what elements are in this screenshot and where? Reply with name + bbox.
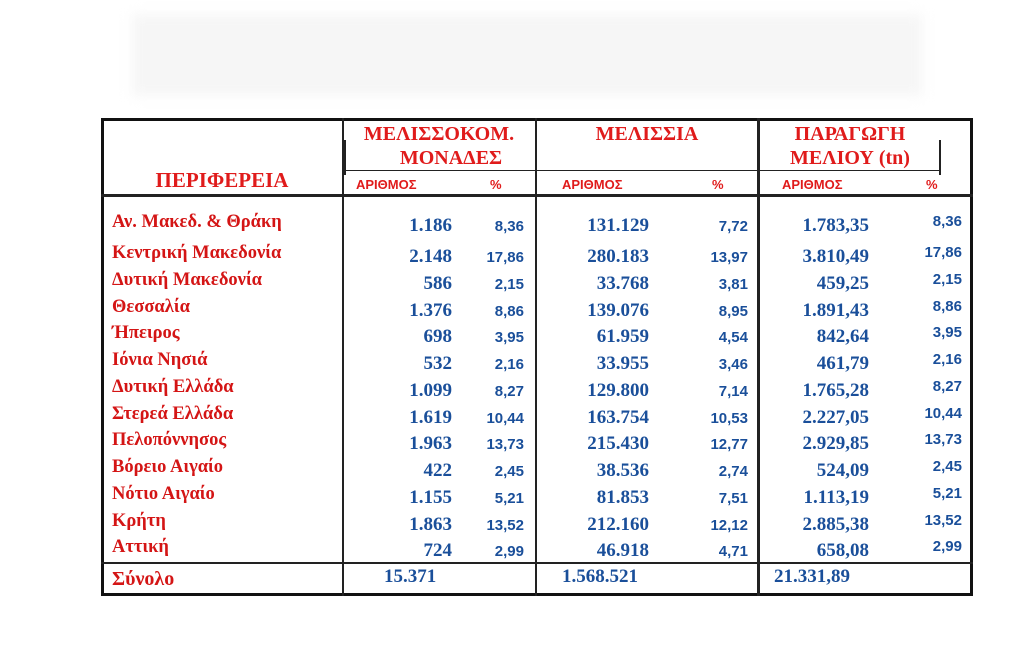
row-region: Κεντρική Μακεδονία (112, 243, 282, 263)
row-production: 1.783,35 (802, 215, 869, 236)
header-hives: ΜΕΛΙΣΣΙΑ (595, 123, 699, 145)
row-hives: 131.129 (587, 215, 649, 236)
header-region: ΠΕΡΙΦΕΡΕΙΑ (155, 168, 289, 192)
header-bottom-line (101, 194, 973, 197)
row-units-pct: 2,45 (494, 463, 524, 480)
row-units-pct: 2,99 (494, 543, 524, 560)
row-region: Δυτική Μακεδονία (112, 270, 263, 290)
row-hives: 280.183 (587, 246, 649, 267)
row-units: 1.619 (409, 407, 452, 428)
subheader-count: ΑΡΙΘΜΟΣ (562, 177, 623, 192)
row-production: 2.885,38 (802, 514, 869, 535)
row-units-pct: 2,16 (494, 356, 524, 373)
row-hives: 163.754 (587, 407, 649, 428)
row-region: Δυτική Ελλάδα (112, 377, 234, 397)
row-units: 1.155 (409, 487, 452, 508)
header-prod-line2: ΜΕΛΙΟΥ (tn) (790, 147, 910, 169)
row-production-pct: 8,86 (932, 298, 962, 315)
row-production: 2.227,05 (802, 407, 869, 428)
row-units: 532 (423, 353, 452, 374)
row-hives: 61.959 (596, 326, 649, 347)
row-production-pct: 13,73 (924, 431, 962, 448)
row-units: 1.099 (409, 380, 452, 401)
row-hives-pct: 7,51 (718, 490, 748, 507)
row-region: Θεσσαλία (112, 297, 190, 317)
row-production-pct: 2,15 (932, 271, 962, 288)
row-units: 724 (423, 540, 452, 561)
row-units-pct: 8,36 (494, 218, 524, 235)
row-hives: 215.430 (587, 433, 649, 454)
row-units-pct: 3,95 (494, 329, 524, 346)
row-units-pct: 8,86 (494, 303, 524, 320)
row-hives-pct: 8,95 (718, 303, 748, 320)
row-units: 1.376 (409, 300, 452, 321)
row-hives: 139.076 (587, 300, 649, 321)
row-production-pct: 13,52 (924, 512, 962, 529)
row-units: 586 (423, 273, 452, 294)
row-production: 524,09 (816, 460, 869, 481)
row-region: Κρήτη (112, 511, 166, 531)
row-hives-pct: 7,72 (718, 218, 748, 235)
row-units: 1.863 (409, 514, 452, 535)
row-units-pct: 2,15 (494, 276, 524, 293)
row-units-pct: 13,73 (486, 436, 524, 453)
row-production-pct: 10,44 (924, 405, 962, 422)
row-hives-pct: 7,14 (718, 383, 748, 400)
row-region: Ήπειρος (112, 323, 180, 343)
row-hives-pct: 4,54 (718, 329, 748, 346)
row-units-pct: 17,86 (486, 249, 524, 266)
row-production: 1.765,28 (802, 380, 869, 401)
row-production: 459,25 (816, 273, 869, 294)
row-production: 1.113,19 (803, 487, 869, 508)
row-hives: 129.800 (587, 380, 649, 401)
row-units: 1.186 (409, 215, 452, 236)
subheader-count: ΑΡΙΘΜΟΣ (356, 177, 417, 192)
row-region: Στερεά Ελλάδα (112, 404, 234, 424)
row-production: 1.891,43 (802, 300, 869, 321)
row-units-pct: 10,44 (486, 410, 524, 427)
column-divider (757, 118, 760, 596)
total-units: 15.371 (384, 566, 437, 587)
row-hives-pct: 2,74 (718, 463, 748, 480)
row-region: Αττική (112, 537, 169, 557)
row-region: Αν. Μακεδ. & Θράκη (112, 212, 282, 232)
row-production-pct: 2,45 (932, 458, 962, 475)
header-units-line1: ΜΕΛΙΣΣΟΚΟΜ. (363, 123, 515, 145)
subheader-percent: % (926, 177, 938, 192)
blurred-title-area (132, 14, 922, 96)
row-hives-pct: 4,71 (718, 543, 748, 560)
row-region: Νότιο Αιγαίο (112, 484, 215, 504)
total-top-line (101, 562, 973, 564)
row-hives: 81.853 (596, 487, 649, 508)
header-underline (344, 170, 940, 171)
row-production-pct: 5,21 (932, 485, 962, 502)
row-production: 658,08 (816, 540, 869, 561)
row-hives-pct: 10,53 (710, 410, 748, 427)
row-production-pct: 17,86 (924, 244, 962, 261)
row-production-pct: 2,99 (932, 538, 962, 555)
row-units: 1.963 (409, 433, 452, 454)
header-prod-line1: ΠΑΡΑΓΩΓΗ (794, 123, 906, 145)
row-production-pct: 3,95 (932, 324, 962, 341)
row-hives: 38.536 (596, 460, 649, 481)
row-production: 461,79 (816, 353, 869, 374)
row-production: 842,64 (816, 326, 869, 347)
row-region: Βόρειο Αιγαίο (112, 457, 224, 477)
total-hives: 1.568.521 (562, 566, 638, 587)
subheader-count: ΑΡΙΘΜΟΣ (782, 177, 843, 192)
column-divider (342, 118, 344, 596)
row-units: 2.148 (409, 246, 452, 267)
row-hives-pct: 3,81 (718, 276, 748, 293)
total-label: Σύνολο (112, 568, 175, 590)
row-units-pct: 13,52 (486, 517, 524, 534)
row-hives: 33.768 (596, 273, 649, 294)
row-hives-pct: 13,97 (710, 249, 748, 266)
row-region: Ιόνια Νησιά (112, 350, 208, 370)
row-units-pct: 5,21 (494, 490, 524, 507)
row-production-pct: 2,16 (932, 351, 962, 368)
row-region: Πελοπόννησος (112, 430, 227, 450)
total-production: 21.331,89 (774, 566, 850, 587)
row-production: 3.810,49 (802, 246, 869, 267)
row-units-pct: 8,27 (494, 383, 524, 400)
subheader-percent: % (490, 177, 502, 192)
row-hives-pct: 3,46 (718, 356, 748, 373)
row-hives-pct: 12,77 (710, 436, 748, 453)
subheader-percent: % (712, 177, 724, 192)
row-hives: 212.160 (587, 514, 649, 535)
row-units: 698 (423, 326, 452, 347)
row-units: 422 (423, 460, 452, 481)
column-divider (535, 118, 537, 596)
row-production-pct: 8,27 (932, 378, 962, 395)
header-units-line2: ΜΟΝΑΔΕΣ (399, 147, 503, 169)
row-hives: 33.955 (596, 353, 649, 374)
row-hives: 46.918 (596, 540, 649, 561)
row-production: 2.929,85 (802, 433, 869, 454)
row-production-pct: 8,36 (932, 213, 962, 230)
row-hives-pct: 12,12 (710, 517, 748, 534)
